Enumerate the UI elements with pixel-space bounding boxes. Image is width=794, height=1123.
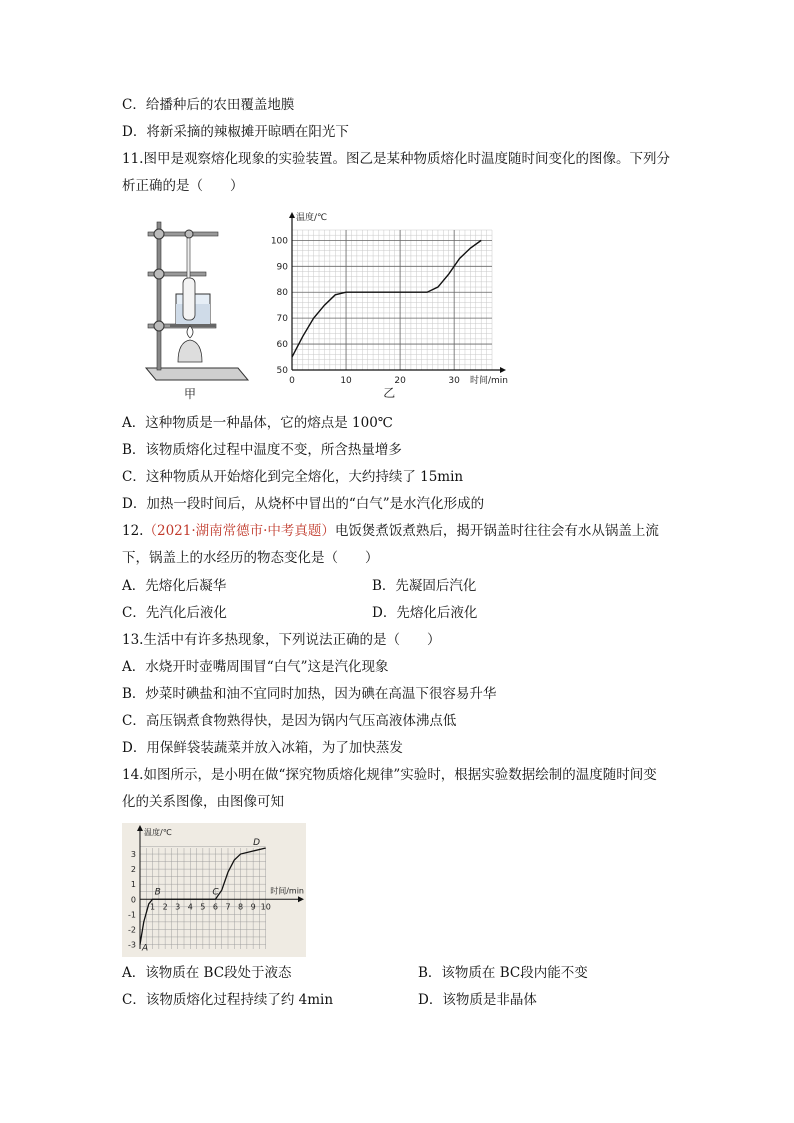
q11-stem-line2: 析正确的是（ ） xyxy=(122,178,244,194)
x-tick-label: 4 xyxy=(187,902,193,912)
melting-chart-yi xyxy=(268,206,518,402)
chart-caption: 乙 xyxy=(383,386,396,400)
x-tick-label: 8 xyxy=(238,902,244,912)
q12-option-c: C．先汽化后液化 xyxy=(122,605,227,621)
x-tick-label: 20 xyxy=(394,376,406,386)
point-label-b: B xyxy=(154,887,161,898)
y-tick-label: 0 xyxy=(130,895,136,905)
q12-option-d: D．先熔化后液化 xyxy=(372,605,478,621)
y-tick-label: -3 xyxy=(128,940,136,950)
y-tick-label: 3 xyxy=(130,850,136,860)
q14-option-c: C．该物质熔化过程持续了约 4min xyxy=(122,992,334,1008)
x-axis-label: 时间/min xyxy=(469,376,508,386)
x-tick-label: 9 xyxy=(250,902,256,912)
q14-stem-line2: 化的关系图像，由图像可知 xyxy=(122,794,284,810)
y-axis-arrow xyxy=(289,212,295,218)
q11-option-b: B．该物质熔化过程中温度不变，所含热量增多 xyxy=(122,442,402,458)
apparatus-figure xyxy=(140,208,260,402)
x-tick-label: 5 xyxy=(200,902,206,912)
q12-number: 12. xyxy=(122,523,144,539)
y-axis-label: 温度/℃ xyxy=(144,828,172,837)
q13-option-d: D．用保鲜袋装蔬菜并放入冰箱，为了加快蒸发 xyxy=(122,740,403,756)
y-tick-label: 50 xyxy=(276,366,288,376)
y-tick-label: 2 xyxy=(130,865,136,875)
x-tick-label: 7 xyxy=(225,902,231,912)
x-tick-label: 10 xyxy=(260,902,271,912)
q10-option-c: C．给播种后的农田覆盖地膜 xyxy=(122,97,295,113)
q14-option-b: B．该物质在 BC段内能不变 xyxy=(418,965,588,981)
q12-stem-line2: 下，锅盖上的水经历的物态变化是（ ） xyxy=(122,550,379,566)
y-tick-label: -1 xyxy=(128,910,136,920)
y-tick-label: 70 xyxy=(276,314,288,325)
point-label-d: D xyxy=(253,838,261,849)
x-tick-label: 10 xyxy=(340,376,352,386)
q11-option-a: A．这种物质是一种晶体，它的熔点是 100℃ xyxy=(122,415,393,431)
q13-option-b: B．炒菜时碘盐和油不宜同时加热，因为碘在高温下很容易升华 xyxy=(122,686,497,702)
y-tick-label: 100 xyxy=(270,236,288,247)
q13-option-c: C．高压锅煮食物熟得快，是因为锅内气压高液体沸点低 xyxy=(122,713,457,729)
x-tick-label: 0 xyxy=(289,376,295,386)
q12-stem-line1 xyxy=(122,522,659,540)
q11-option-d: D．加热一段时间后，从烧杯中冒出的“白气”是水汽化形成的 xyxy=(122,496,485,512)
x-tick-label: 6 xyxy=(212,902,218,912)
q14-option-a: A．该物质在 BC段处于液态 xyxy=(122,965,292,981)
y-axis-label: 温度/℃ xyxy=(296,213,328,223)
x-axis-arrow xyxy=(500,367,506,373)
q11-stem-line1: 11.图甲是观察熔化现象的实验装置。图乙是某种物质熔化时温度随时间变化的图像。下列分 xyxy=(122,151,670,167)
x-tick-label: 3 xyxy=(175,902,181,912)
y-tick-label: 1 xyxy=(130,880,136,890)
x-tick-label: 1 xyxy=(150,902,156,912)
apparatus-caption: 甲 xyxy=(184,387,197,401)
point-label-a: A xyxy=(142,943,149,954)
q10-option-d: D．将新采摘的辣椒摊开晾晒在阳光下 xyxy=(122,124,349,140)
q11-option-c: C．这种物质从开始熔化到完全熔化，大约持续了 15min xyxy=(122,469,464,485)
x-axis-label: 时间/min xyxy=(270,886,304,896)
x-tick-label: 2 xyxy=(162,902,168,912)
y-tick-label: 80 xyxy=(276,288,288,299)
q14-stem-line1: 14.如图所示，是小明在做“探究物质熔化规律”实验时，根据实验数据绘制的温度随时间变 xyxy=(122,767,657,783)
point-label-c: C xyxy=(212,887,219,898)
q14-option-d: D．该物质是非晶体 xyxy=(418,992,537,1008)
q12-option-a: A．先熔化后凝华 xyxy=(122,578,227,594)
q13-option-a: A．水烧开时壶嘴周围冒“白气”这是汽化现象 xyxy=(122,659,389,675)
q12-option-b: B．先凝固后汽化 xyxy=(372,578,477,594)
q12-stem-text: 电饭煲煮饭煮熟后，揭开锅盖时往往会有水从锅盖上流 xyxy=(334,523,659,539)
series-line xyxy=(292,240,481,357)
y-tick-label: 90 xyxy=(276,262,288,273)
q13-stem: 13.生活中有许多热现象，下列说法正确的是（ ） xyxy=(122,632,441,648)
y-tick-label: 60 xyxy=(276,340,288,351)
x-tick-label: 30 xyxy=(448,376,460,386)
melting-chart-q14 xyxy=(122,823,306,957)
q12-source: （2021·湖南常德市·中考真题） xyxy=(143,523,335,539)
y-tick-label: -2 xyxy=(128,925,136,935)
